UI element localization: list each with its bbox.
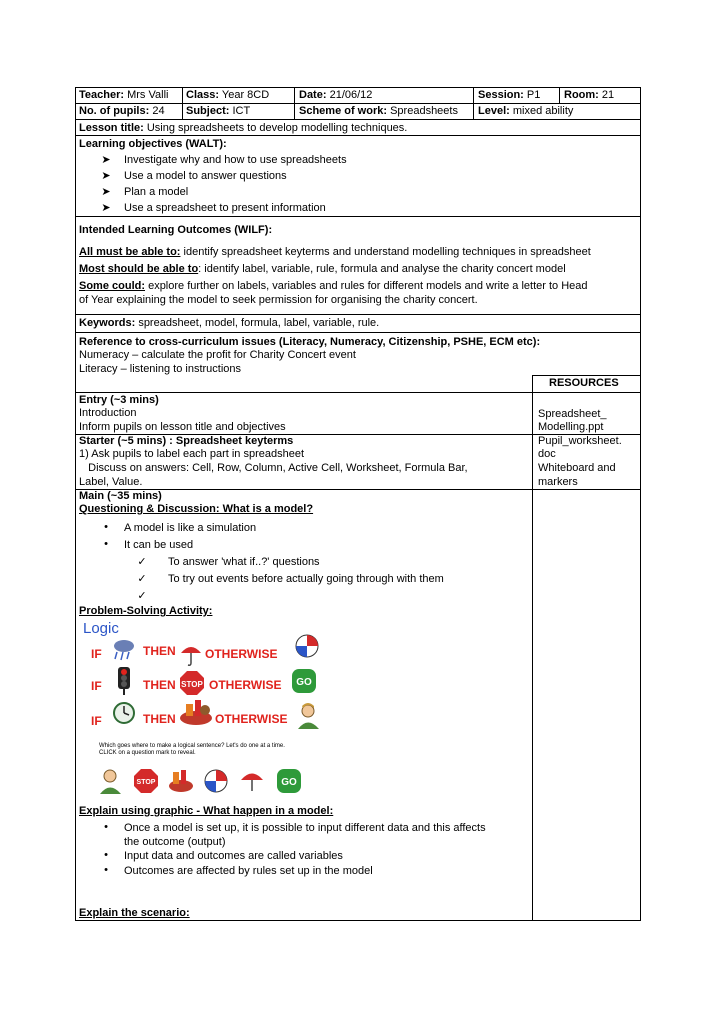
resource-item: Modelling.ppt (538, 421, 604, 433)
stop-sign-icon[interactable] (133, 768, 159, 794)
scheme-cell: Scheme of work: Spreadsheets (299, 105, 458, 117)
lunch-tray-icon (177, 694, 215, 728)
teacher-cell: Teacher: Mrs Valli (79, 89, 169, 101)
outcomes-heading: Intended Learning Outcomes (WILF): (79, 224, 273, 236)
objectives-heading: Learning objectives (WALT): (79, 138, 227, 150)
go-sign-icon[interactable] (275, 767, 303, 795)
explain-heading: Explain using graphic - What happen in a model: (79, 805, 334, 817)
stop-sign-label: STOP (136, 779, 156, 786)
otherwise-word: OTHERWISE (205, 647, 278, 661)
rain-cloud-icon (111, 638, 137, 662)
arrow-bullet-icon: ➤ (101, 170, 111, 182)
arrow-bullet-icon: ➤ (101, 202, 111, 214)
pupils-cell: No. of pupils: 24 (79, 105, 165, 117)
checkmark-icon: ✓ (137, 556, 147, 568)
starter-line: 1) Ask pupils to label each part in spreadsheet (79, 448, 305, 460)
go-sign-label: GO (296, 677, 312, 688)
person-icon[interactable] (97, 767, 125, 795)
if-word: IF (91, 714, 102, 728)
list-item: Outcomes are affected by rules set up in the model (124, 865, 373, 877)
level-cell: Level: mixed ability (478, 105, 574, 117)
then-word: THEN (143, 712, 176, 726)
reference-line: Literacy – listening to instructions (79, 363, 242, 375)
outcome-some-cont: of Year explaining the model to seek permission for organising the charity concert. (79, 294, 478, 306)
umbrella-icon[interactable] (239, 768, 265, 794)
bullet-icon: • (104, 538, 108, 550)
arrow-bullet-icon: ➤ (101, 186, 111, 198)
lesson-title: Lesson title: Using spreadsheets to develop modelling techniques. (79, 122, 408, 134)
entry-line: Introduction (79, 407, 137, 419)
caption-line: Which goes where to make a logical sentence? Let's do one at a time. (99, 743, 285, 749)
if-word: IF (91, 679, 102, 693)
go-sign-icon (289, 666, 319, 696)
list-item: A model is like a simulation (124, 522, 257, 534)
starter-line: Label, Value. (79, 476, 143, 488)
resources-column-divider (532, 375, 533, 920)
bullet-icon: • (104, 849, 108, 861)
caption-line: CLICK on a question mark to reveal. (99, 750, 196, 756)
lunch-tray-icon[interactable] (167, 766, 195, 794)
bullet-icon: • (104, 521, 108, 533)
entry-line: Inform pupils on lesson title and objectives (79, 421, 286, 433)
resources-heading: RESOURCES (549, 377, 619, 389)
then-word: THEN (143, 644, 176, 658)
list-item: the outcome (output) (124, 836, 226, 848)
list-item: It can be used (124, 539, 194, 551)
otherwise-word: OTHERWISE (209, 678, 282, 692)
otherwise-word: OTHERWISE (215, 712, 288, 726)
person-icon (295, 702, 323, 730)
list-item: Investigate why and how to use spreadsheets (124, 154, 347, 166)
subject-cell: Subject: ICT (186, 105, 251, 117)
outcome-most: Most should be able to: identify label, variable, rule, formula and analyse the charity concert model (79, 263, 566, 275)
outcome-all: All must be able to: identify spreadsheet keyterms and understand modelling techniques in spreadsheet (79, 246, 591, 258)
main-heading: Main (~35 mins) (79, 490, 162, 502)
stop-sign-icon (179, 670, 205, 696)
traffic-light-icon (113, 666, 135, 696)
logic-title: Logic (83, 620, 119, 637)
session-cell: Session: P1 (478, 89, 541, 101)
stop-sign-label: STOP (181, 680, 203, 689)
date-cell: Date: 21/06/12 (299, 89, 373, 101)
outcome-some: Some could: explore further on labels, variables and rules for different models and write a letter to Head (79, 280, 588, 292)
resource-item: Spreadsheet_ (538, 408, 607, 420)
entry-heading: Entry (~3 mins) (79, 394, 159, 406)
arrow-bullet-icon: ➤ (101, 154, 111, 166)
starter-line: Discuss on answers: Cell, Row, Column, Active Cell, Worksheet, Formula Bar, (79, 462, 468, 474)
starter-heading: Starter (~5 mins) : Spreadsheet keyterms (79, 435, 294, 447)
logic-graphic (79, 618, 339, 800)
checkmark-icon: ✓ (137, 590, 147, 602)
list-item: Plan a model (124, 186, 189, 198)
go-sign-label: GO (281, 777, 297, 788)
bullet-icon: • (104, 864, 108, 876)
list-item: To answer 'what if..?' questions (168, 556, 320, 568)
class-cell: Class: Year 8CD (186, 89, 270, 101)
resource-item: markers (538, 476, 578, 488)
list-item: Once a model is set up, it is possible to input different data and this affects (124, 822, 486, 834)
reference-line: Numeracy – calculate the profit for Charity Concert event (79, 349, 356, 361)
list-item: Use a spreadsheet to present information (124, 202, 326, 214)
table-border (75, 87, 641, 88)
clock-icon (111, 700, 137, 726)
resource-item: Pupil_worksheet. (538, 435, 622, 447)
room-cell: Room: 21 (564, 89, 615, 101)
scenario-heading: Explain the scenario: (79, 907, 190, 919)
keywords: Keywords: spreadsheet, model, formula, label, variable, rule. (79, 317, 380, 329)
if-word: IF (91, 647, 102, 661)
resource-item: Whiteboard and (538, 462, 616, 474)
umbrella-icon (179, 642, 203, 666)
then-word: THEN (143, 678, 176, 692)
list-item: To try out events before actually going through with them (168, 573, 444, 585)
reference-heading: Reference to cross-curriculum issues (Literacy, Numeracy, Citizenship, PSHE, ECM etc): (79, 336, 541, 348)
problem-solving-heading: Problem-Solving Activity: (79, 605, 213, 617)
beach-ball-icon[interactable] (203, 768, 229, 794)
resource-item: doc (538, 448, 556, 460)
qd-heading: Questioning & Discussion: What is a model? (79, 503, 314, 515)
list-item: Use a model to answer questions (124, 170, 287, 182)
checkmark-icon: ✓ (137, 573, 147, 585)
beach-ball-icon (291, 632, 321, 660)
list-item: Input data and outcomes are called variables (124, 850, 343, 862)
bullet-icon: • (104, 821, 108, 833)
